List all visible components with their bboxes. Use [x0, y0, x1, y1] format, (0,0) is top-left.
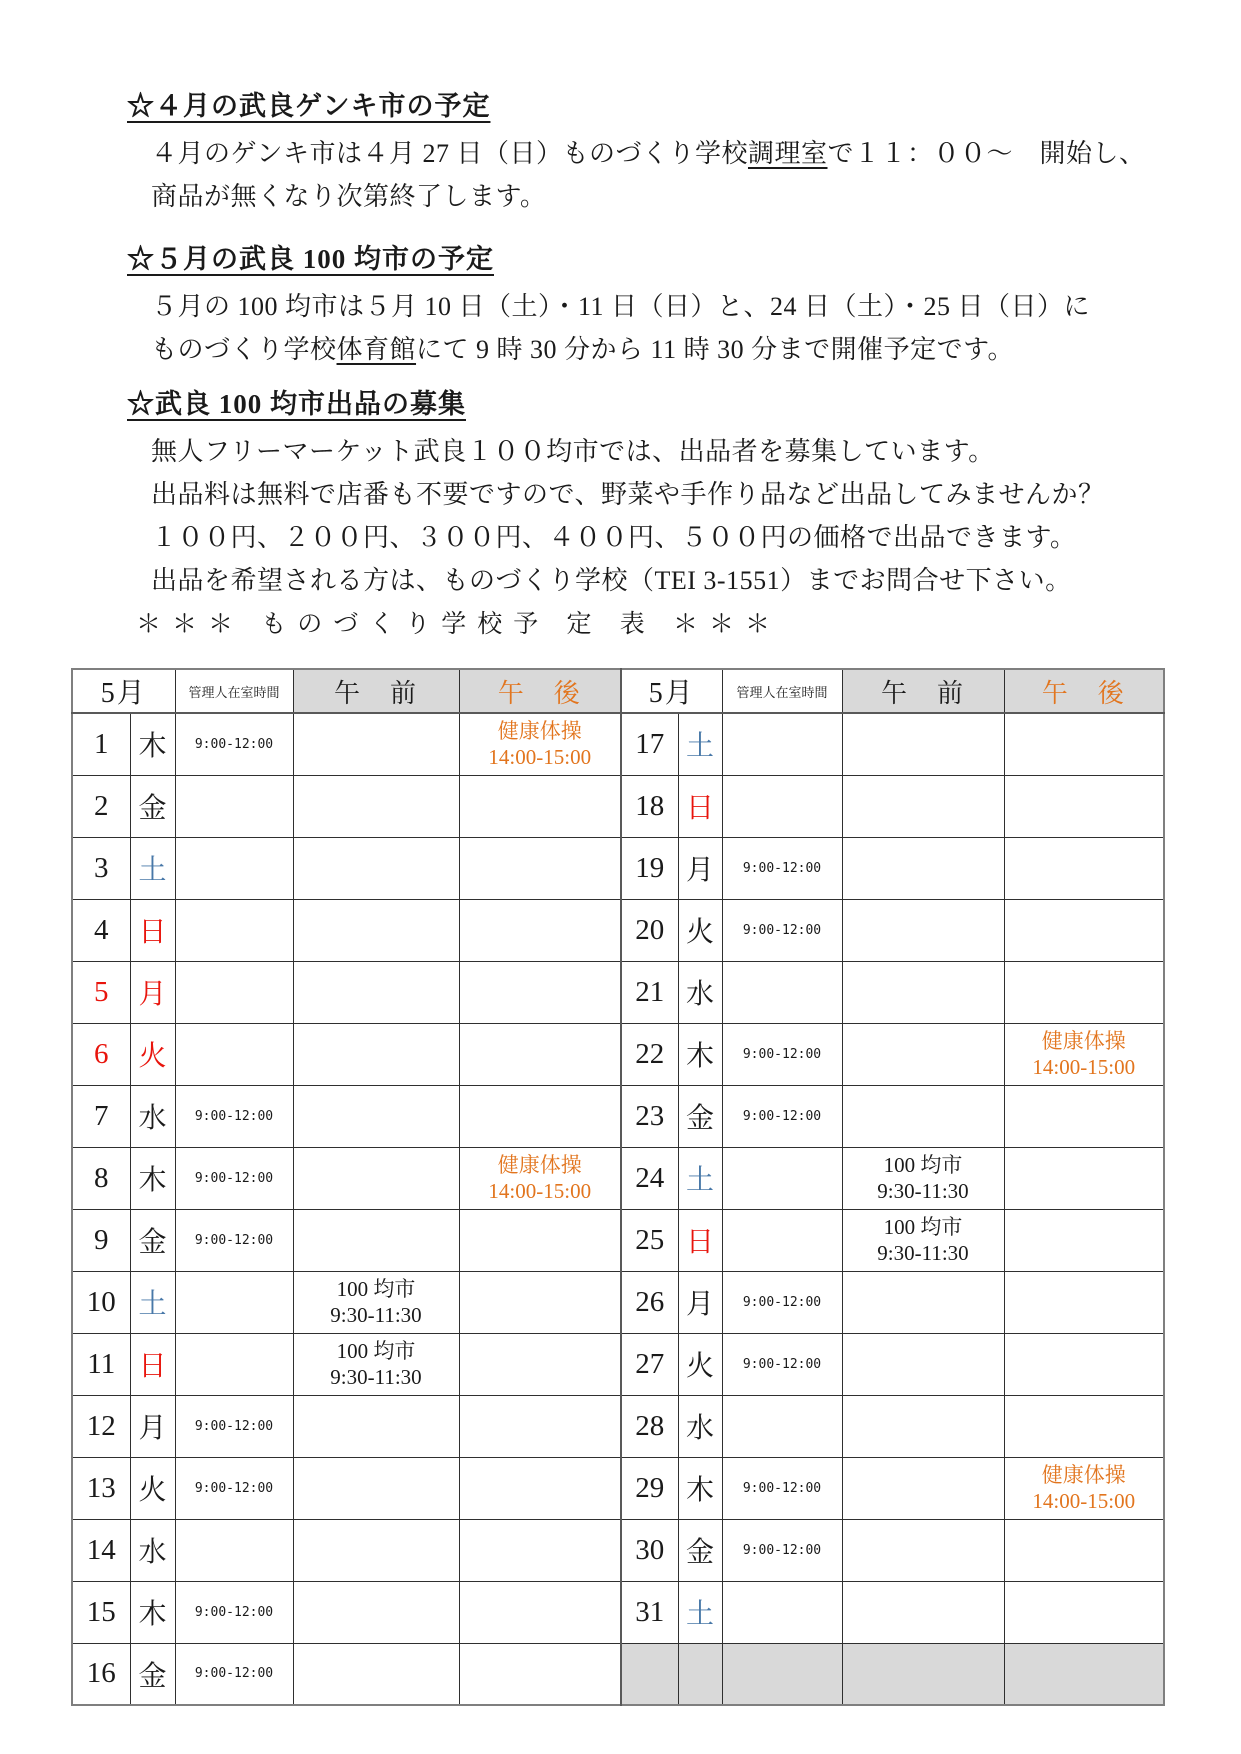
am-cell: 100 均市 9:30-11:30: [293, 1271, 459, 1333]
am-cell: [842, 1085, 1004, 1147]
manager-hours-cell: [175, 837, 293, 899]
day-cell: 18: [621, 775, 678, 837]
weekday-cell: 火: [678, 1333, 722, 1395]
pm-cell: 健康体操 14:00-15:00: [1004, 1457, 1164, 1519]
am-cell: [842, 1023, 1004, 1085]
weekday-cell: 金: [678, 1519, 722, 1581]
day-cell: 31: [621, 1581, 678, 1643]
manager-hours-header-right: 管理人在室時間: [722, 669, 842, 713]
weekday-cell: 日: [678, 1209, 722, 1271]
day-cell: 17: [621, 713, 678, 775]
table-row: [72, 1519, 1164, 1581]
manager-hours-cell: [175, 899, 293, 961]
table-header-row: [72, 669, 1164, 713]
manager-hours-cell: [175, 1023, 293, 1085]
am-cell: [293, 1147, 459, 1209]
day-cell: 1: [72, 713, 130, 775]
day-cell: 25: [621, 1209, 678, 1271]
text-run: で１１：００～ 開始し、: [827, 139, 1146, 168]
section-heading-april: ☆４月の武良ゲンキ市の予定: [127, 91, 491, 121]
am-cell: [293, 961, 459, 1023]
pm-cell: [459, 837, 621, 899]
table-row: [72, 1333, 1164, 1395]
manager-hours-cell: [722, 1209, 842, 1271]
weekday-cell: 土: [678, 1581, 722, 1643]
pm-cell: [1004, 1209, 1164, 1271]
day-cell: 23: [621, 1085, 678, 1147]
day-cell: 13: [72, 1457, 130, 1519]
day-cell: 8: [72, 1147, 130, 1209]
table-row: [72, 1085, 1164, 1147]
day-cell: 21: [621, 961, 678, 1023]
pm-cell: [1004, 1271, 1164, 1333]
day-cell: 2: [72, 775, 130, 837]
day-cell: 10: [72, 1271, 130, 1333]
day-cell: [621, 1643, 678, 1705]
weekday-cell: 月: [130, 961, 175, 1023]
am-cell: [293, 1457, 459, 1519]
pm-cell: [459, 775, 621, 837]
am-cell: [293, 775, 459, 837]
day-cell: 30: [621, 1519, 678, 1581]
manager-hours-cell: [175, 961, 293, 1023]
text-run: 無人フリーマーケット武良１００均市では、出品者を募集しています。: [151, 437, 995, 466]
pm-cell: [459, 961, 621, 1023]
pm-cell: [459, 1519, 621, 1581]
underlined-text: 体育館: [336, 335, 417, 364]
am-cell: [842, 1333, 1004, 1395]
manager-hours-cell: [722, 1643, 842, 1705]
pm-cell: [459, 1333, 621, 1395]
weekday-cell: 土: [678, 713, 722, 775]
day-cell: 24: [621, 1147, 678, 1209]
day-cell: 15: [72, 1581, 130, 1643]
table-row: [72, 1271, 1164, 1333]
manager-hours-header-left: 管理人在室時間: [175, 669, 293, 713]
manager-hours-cell: 9:00-12:00: [722, 1085, 842, 1147]
weekday-cell: 月: [678, 1271, 722, 1333]
weekday-cell: 月: [130, 1395, 175, 1457]
am-cell: [842, 1271, 1004, 1333]
table-row: [72, 1581, 1164, 1643]
manager-hours-cell: 9:00-12:00: [175, 1457, 293, 1519]
underlined-text: 調理室: [747, 139, 828, 168]
am-cell: 100 均市 9:30-11:30: [842, 1147, 1004, 1209]
text-run: 出品を希望される方は、ものづくり学校（TEI 3-1551）までお問合せ下さい。: [151, 566, 1072, 595]
pm-header-right: 午 後: [1004, 669, 1164, 713]
pm-header-left: 午 後: [459, 669, 621, 713]
manager-hours-cell: 9:00-12:00: [722, 1271, 842, 1333]
am-header-right: 午 前: [842, 669, 1004, 713]
section-recruitment: [127, 382, 1104, 602]
weekday-cell: 火: [130, 1023, 175, 1085]
month-header-left: 5月: [72, 669, 175, 713]
manager-hours-cell: [175, 1333, 293, 1395]
pm-cell: 健康体操 14:00-15:00: [1004, 1023, 1164, 1085]
am-cell: [842, 899, 1004, 961]
manager-hours-cell: [722, 1395, 842, 1457]
am-cell: [293, 837, 459, 899]
weekday-cell: 日: [130, 1333, 175, 1395]
am-header-left: 午 前: [293, 669, 459, 713]
manager-hours-cell: [722, 961, 842, 1023]
weekday-cell: 水: [130, 1085, 175, 1147]
weekday-cell: 日: [130, 899, 175, 961]
manager-hours-cell: 9:00-12:00: [722, 1457, 842, 1519]
text-run: １００円、２００円、３００円、４００円、５００円の価格で出品できます。: [151, 523, 1077, 552]
weekday-cell: 土: [130, 1271, 175, 1333]
manager-hours-cell: 9:00-12:00: [722, 837, 842, 899]
manager-hours-cell: 9:00-12:00: [175, 1209, 293, 1271]
pm-cell: 健康体操 14:00-15:00: [459, 713, 621, 775]
pm-cell: [1004, 713, 1164, 775]
paragraph-line: [127, 516, 1104, 559]
weekday-cell: 木: [678, 1457, 722, 1519]
paragraph-line: [127, 132, 1146, 175]
manager-hours-cell: [175, 1271, 293, 1333]
table-row: [72, 837, 1164, 899]
manager-hours-cell: 9:00-12:00: [175, 713, 293, 775]
day-cell: 20: [621, 899, 678, 961]
weekday-cell: 水: [678, 961, 722, 1023]
table-row: [72, 1209, 1164, 1271]
paragraph-line: [127, 175, 1146, 218]
am-cell: [842, 1395, 1004, 1457]
pm-cell: [1004, 1085, 1164, 1147]
pm-cell: [1004, 1395, 1164, 1457]
pm-cell: [459, 1395, 621, 1457]
am-cell: [293, 1395, 459, 1457]
schedule-table-body: [72, 713, 1164, 1705]
day-cell: 6: [72, 1023, 130, 1085]
pm-cell: [1004, 775, 1164, 837]
am-cell: [842, 1519, 1004, 1581]
schedule-table-title: ＊＊＊ ものづくり学校予 定 表 ＊＊＊: [136, 611, 782, 638]
day-cell: 14: [72, 1519, 130, 1581]
pm-cell: [1004, 1519, 1164, 1581]
pm-cell: [1004, 1643, 1164, 1705]
am-cell: [293, 1643, 459, 1705]
paragraph-line: [127, 285, 1090, 328]
section-may-market: [127, 237, 1090, 371]
weekday-cell: 水: [130, 1519, 175, 1581]
manager-hours-cell: [722, 775, 842, 837]
am-cell: [293, 1519, 459, 1581]
text-run: ものづくり学校: [151, 335, 337, 364]
day-cell: 28: [621, 1395, 678, 1457]
paragraph-line: [127, 473, 1104, 516]
pm-cell: [459, 1271, 621, 1333]
pm-cell: [459, 1209, 621, 1271]
day-cell: 4: [72, 899, 130, 961]
manager-hours-cell: 9:00-12:00: [175, 1643, 293, 1705]
manager-hours-cell: 9:00-12:00: [722, 899, 842, 961]
manager-hours-cell: 9:00-12:00: [175, 1581, 293, 1643]
table-row: [72, 899, 1164, 961]
day-cell: 19: [621, 837, 678, 899]
table-row: [72, 1023, 1164, 1085]
pm-cell: 健康体操 14:00-15:00: [459, 1147, 621, 1209]
am-cell: [293, 1209, 459, 1271]
pm-cell: [459, 1457, 621, 1519]
pm-cell: [459, 1581, 621, 1643]
section-april-market: [127, 84, 1146, 218]
am-cell: [293, 899, 459, 961]
text-run: 出品料は無料で店番も不要ですので、野菜や手作り品など出品してみませんか？: [151, 480, 1105, 509]
text-run: 商品が無くなり次第終了します。: [151, 182, 547, 211]
manager-hours-cell: 9:00-12:00: [175, 1147, 293, 1209]
am-cell: [842, 713, 1004, 775]
manager-hours-cell: 9:00-12:00: [722, 1023, 842, 1085]
manager-hours-cell: 9:00-12:00: [175, 1085, 293, 1147]
weekday-cell: 水: [678, 1395, 722, 1457]
pm-cell: [459, 1643, 621, 1705]
month-header-right: 5月: [621, 669, 722, 713]
manager-hours-cell: [175, 775, 293, 837]
table-row: [72, 1395, 1164, 1457]
day-cell: 7: [72, 1085, 130, 1147]
text-run: にて 9 時 30 分から 11 時 30 分まで開催予定です。: [416, 335, 1014, 364]
weekday-cell: 木: [130, 1147, 175, 1209]
am-cell: [293, 1581, 459, 1643]
weekday-cell: 土: [130, 837, 175, 899]
paragraph-line: [127, 430, 1104, 473]
am-cell: [293, 713, 459, 775]
am-cell: [842, 961, 1004, 1023]
pm-cell: [1004, 1333, 1164, 1395]
pm-cell: [1004, 1581, 1164, 1643]
weekday-cell: 火: [678, 899, 722, 961]
weekday-cell: 火: [130, 1457, 175, 1519]
day-cell: 11: [72, 1333, 130, 1395]
am-cell: [293, 1023, 459, 1085]
table-row: [72, 1457, 1164, 1519]
paragraph-line: [127, 559, 1104, 602]
manager-hours-cell: [175, 1519, 293, 1581]
pm-cell: [1004, 837, 1164, 899]
am-cell: [842, 1457, 1004, 1519]
day-cell: 22: [621, 1023, 678, 1085]
table-row: [72, 961, 1164, 1023]
text-run: ４月のゲンキ市は４月 27 日（日）ものづくり学校: [151, 139, 748, 168]
table-row: [72, 775, 1164, 837]
table-row: [72, 1147, 1164, 1209]
am-cell: 100 均市 9:30-11:30: [842, 1209, 1004, 1271]
paragraph-line: [127, 328, 1090, 371]
weekday-cell: [678, 1643, 722, 1705]
day-cell: 3: [72, 837, 130, 899]
day-cell: 5: [72, 961, 130, 1023]
am-cell: [842, 1581, 1004, 1643]
manager-hours-cell: [722, 713, 842, 775]
pm-cell: [1004, 899, 1164, 961]
pm-cell: [1004, 1147, 1164, 1209]
weekday-cell: 月: [678, 837, 722, 899]
day-cell: 16: [72, 1643, 130, 1705]
day-cell: 26: [621, 1271, 678, 1333]
day-cell: 29: [621, 1457, 678, 1519]
am-cell: 100 均市 9:30-11:30: [293, 1333, 459, 1395]
pm-cell: [459, 899, 621, 961]
manager-hours-cell: [722, 1147, 842, 1209]
text-run: ５月の 100 均市は５月 10 日（土）・11 日（日）と、24 日（土）・25 日（日）に: [151, 292, 1091, 321]
schedule-table: [71, 668, 1165, 1706]
manager-hours-cell: 9:00-12:00: [722, 1519, 842, 1581]
pm-cell: [459, 1085, 621, 1147]
table-row: [72, 1643, 1164, 1705]
day-cell: 12: [72, 1395, 130, 1457]
am-cell: [842, 775, 1004, 837]
weekday-cell: 木: [130, 1581, 175, 1643]
weekday-cell: 木: [678, 1023, 722, 1085]
manager-hours-cell: 9:00-12:00: [175, 1395, 293, 1457]
pm-cell: [1004, 961, 1164, 1023]
manager-hours-cell: [722, 1581, 842, 1643]
weekday-cell: 木: [130, 713, 175, 775]
am-cell: [293, 1085, 459, 1147]
pm-cell: [459, 1023, 621, 1085]
weekday-cell: 日: [678, 775, 722, 837]
weekday-cell: 金: [130, 1643, 175, 1705]
table-row: [72, 713, 1164, 775]
am-cell: [842, 837, 1004, 899]
weekday-cell: 土: [678, 1147, 722, 1209]
day-cell: 27: [621, 1333, 678, 1395]
manager-hours-cell: 9:00-12:00: [722, 1333, 842, 1395]
day-cell: 9: [72, 1209, 130, 1271]
weekday-cell: 金: [678, 1085, 722, 1147]
weekday-cell: 金: [130, 775, 175, 837]
section-heading-recruitment: ☆武良 100 均市出品の募集: [127, 389, 466, 419]
am-cell: [842, 1643, 1004, 1705]
weekday-cell: 金: [130, 1209, 175, 1271]
section-heading-may: ☆５月の武良 100 均市の予定: [127, 244, 494, 274]
